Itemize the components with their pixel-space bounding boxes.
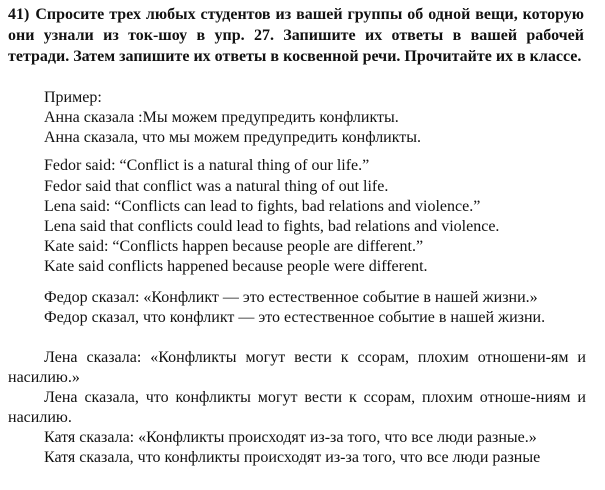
english-sentence: Kate said: “Conflicts happen because people are different.” [44,238,424,255]
russian-sentence: Федор сказал: «Конфликт — это естественное событие в нашей жизни.» [44,289,538,306]
task-number: 41) [8,6,30,23]
task-heading [8,4,584,67]
english-sentence: Fedor said that conflict was a natural thing of out life. [44,178,389,195]
russian-sentence: Федор сказал, что конфликт — это естественное событие в нашей жизни. [44,309,546,326]
russian-sentence: Лена сказала: «Конфликты могут вести к ссорам, плохим отношени-ям и насилию.» [8,349,586,386]
example-direct-speech: Анна сказала :Мы можем предупредить конфликты. [44,109,399,126]
russian-sentence: Катя сказала: «Конфликты происходят из-за того, что все люди разные.» [44,429,537,446]
task-instructions: Спросите трех любых студентов из вашей группы об одной вещи, которую они узнали из ток-шоу в упр. 27. Запишите их ответы в вашей рабочей тетради. Затем запишите их ответы в косвенной речи. Прочитайте их в классе. [8,6,584,65]
english-sentence: Kate said conflicts happened because people were different. [44,258,428,275]
russian-sentence: Катя сказала, что конфликты происходят из-за того, что все люди разные [44,449,541,466]
english-sentence: Lena said: “Conflicts can lead to fights, bad relations and violence.” [44,198,481,215]
english-sentence: Lena said that conflicts could lead to fights, bad relations and violence. [44,218,500,235]
example-label: Пример: [44,89,102,106]
english-sentence: Fedor said: “Conflict is a natural thing of our life.” [44,157,370,174]
example-reported-speech: Анна сказала, что мы можем предупредить конфликты. [44,129,422,146]
russian-sentence: Лена сказала, что конфликты могут вести к ссорам, плохим отноше-ниям и насилию. [8,389,586,426]
